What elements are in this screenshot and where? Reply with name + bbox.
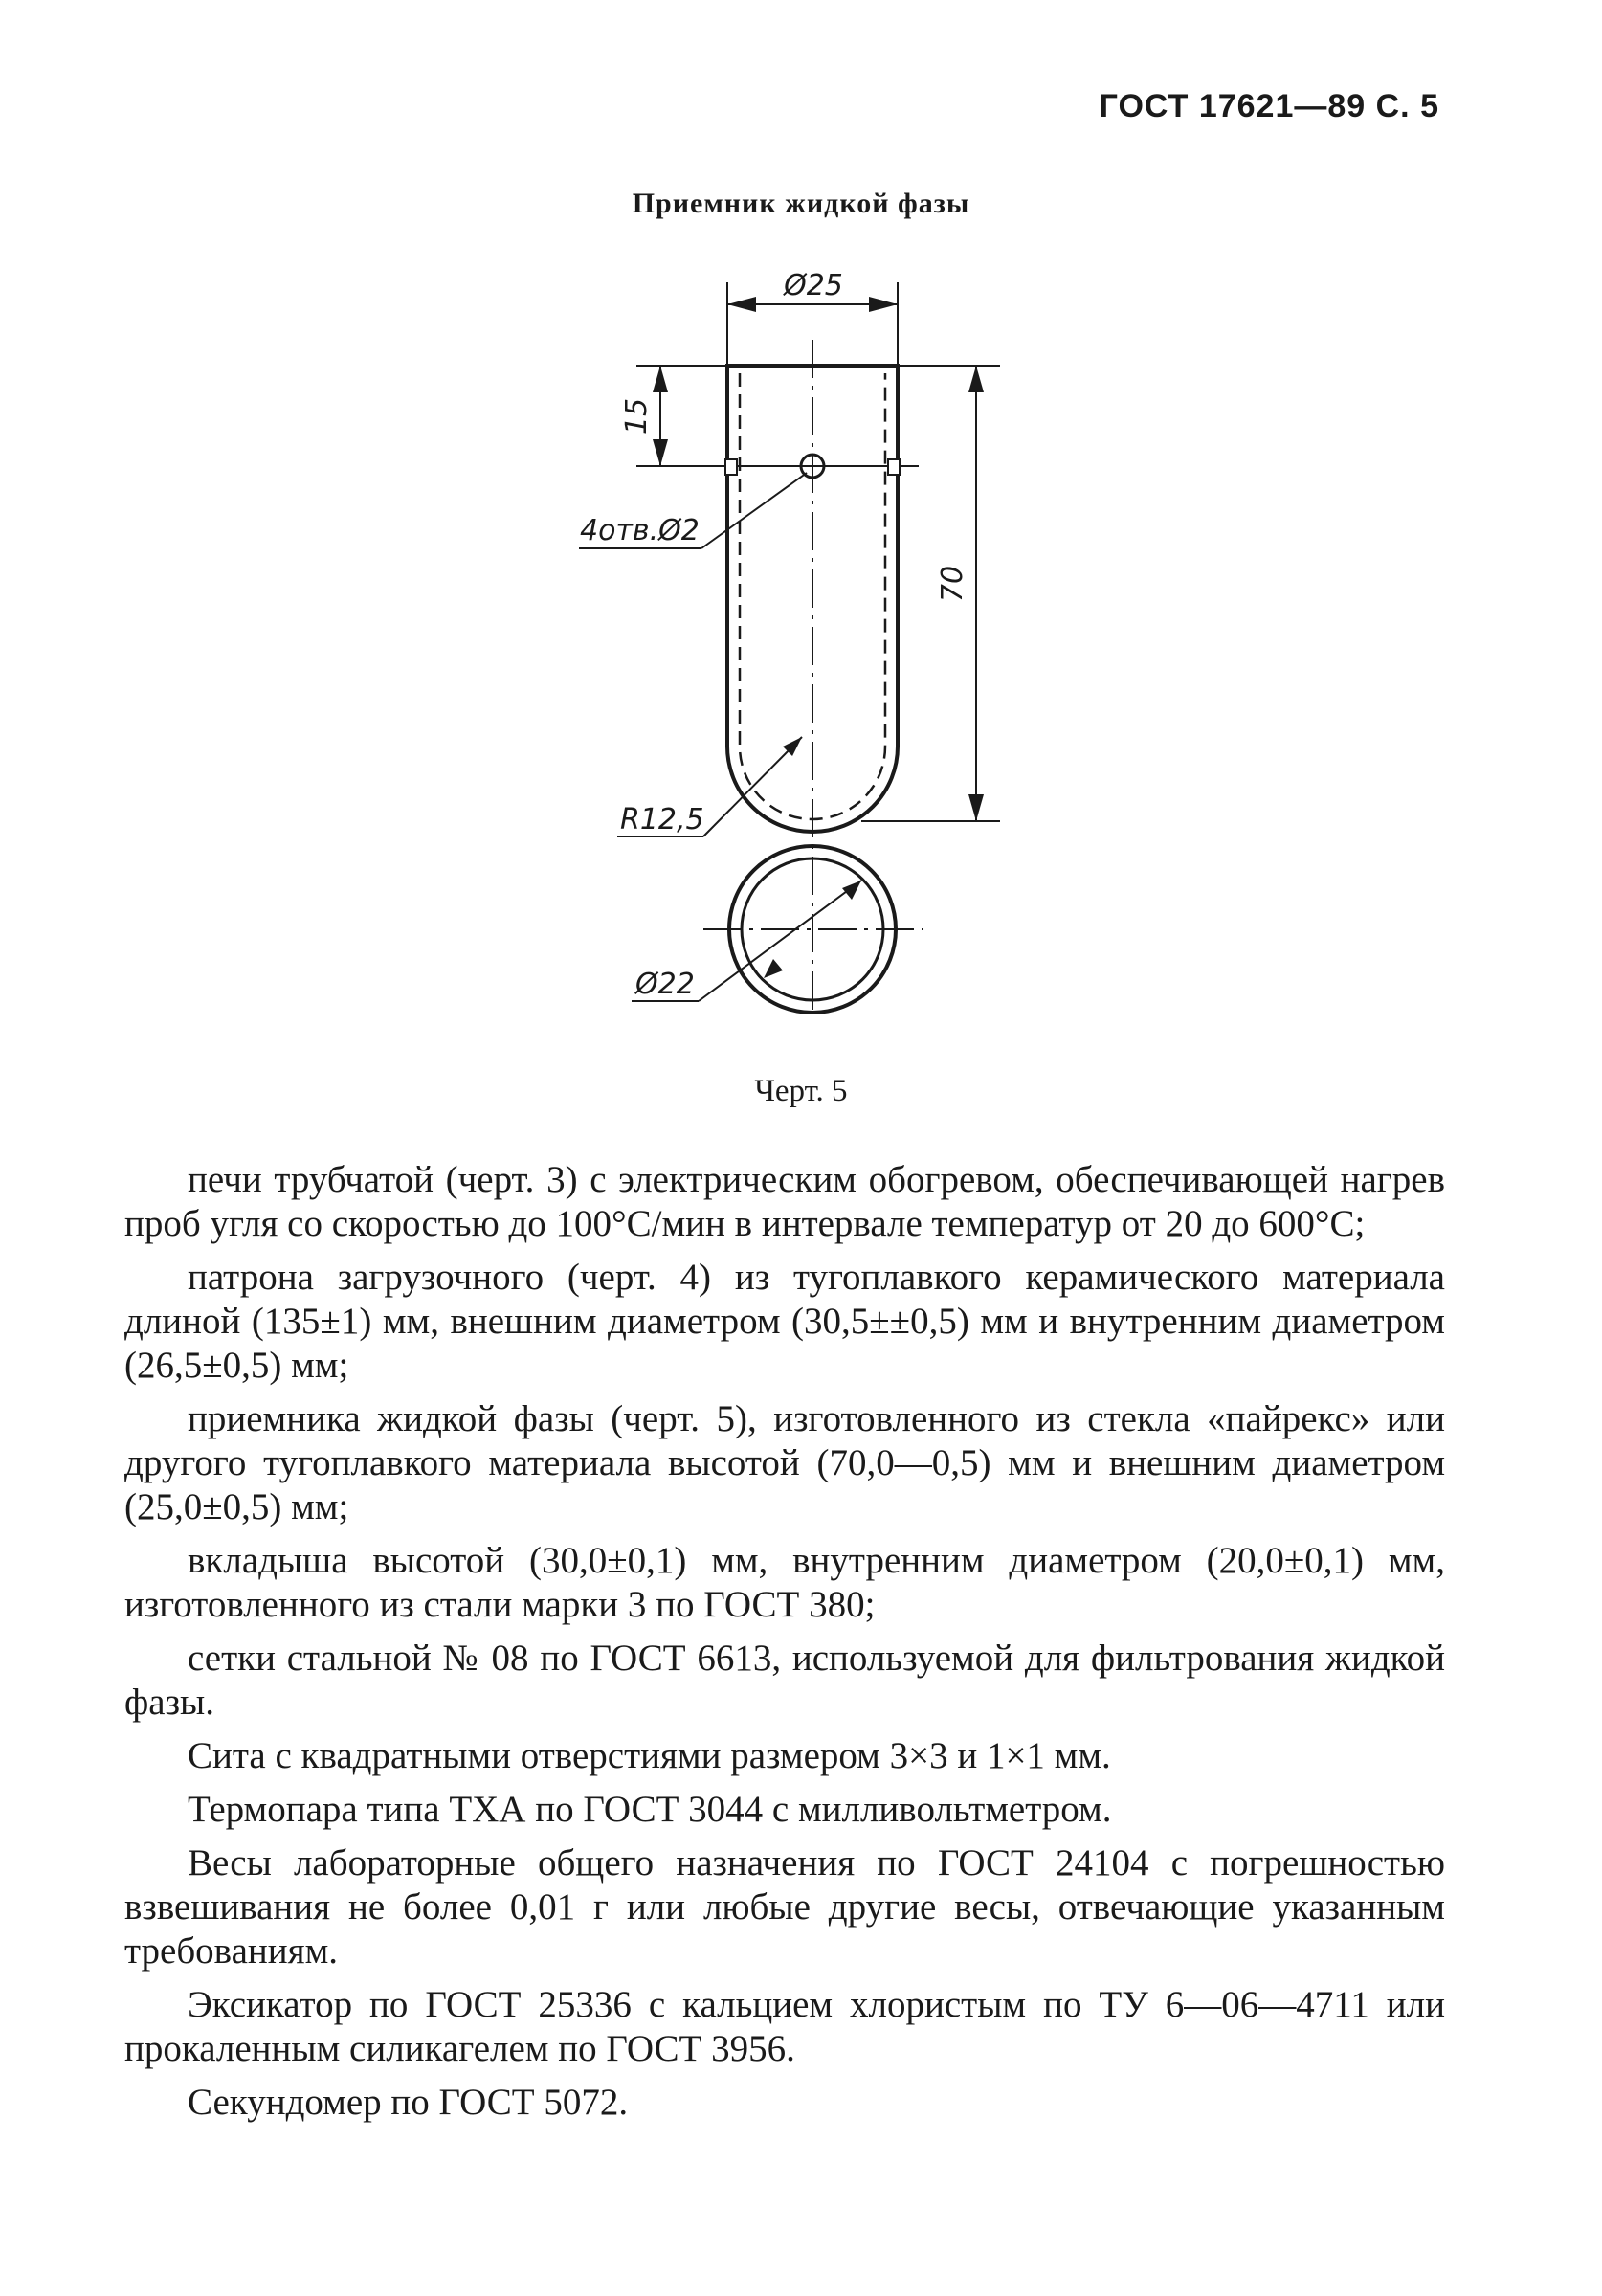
diameter-line [699,881,861,1001]
paragraph: Сита с квадратными отверстиями размером 3×3 и 1×1 мм. [188,1735,1111,1776]
arrow-head [968,366,984,392]
paragraph: Эксикатор по ГОСТ 25336 с кальцием хлористым по ТУ 6—06—4711 или прокаленным силикагелем по ГОСТ 3956. [124,1984,1445,2069]
paragraph: Весы лабораторные общего назначения по ГОСТ 24104 с погрешностью взвешивания не более 0,01 г или любые другие весы, отвечающие указанным требованиям. [124,1842,1445,1972]
height-label: 70 [936,565,969,603]
figure-title: Приемник жидкой фазы [632,188,970,219]
paragraph: Секундомер по ГОСТ 5072. [188,2082,629,2123]
paragraph: патрона загрузочного (черт. 4) из тугоплавкого керамического материала длиной (135±1) мм, внешним диаметром (30,5±±0,5) мм и внутренним диаметром (26,5±0,5) мм; [124,1257,1445,1386]
arrow-head [842,881,861,900]
paragraph: Термопара типа ТХА по ГОСТ 3044 с милливольтметром. [188,1789,1112,1830]
arrow-head [869,297,898,312]
arrow-head [727,297,756,312]
leader-line [703,737,802,836]
figure-caption: Черт. 5 [754,1074,848,1108]
paragraph: вкладыша высотой (30,0±0,1) мм, внутренним диаметром (20,0±0,1) мм, изготовленного из стали марки 3 по ГОСТ 380; [124,1540,1445,1625]
leader-line [701,473,807,548]
side-hole [888,459,900,475]
radius-label: R12,5 [620,803,704,836]
side-hole [725,459,737,475]
paragraph: печи трубчатой (черт. 3) с электрическим обогревом, обеспечивающей нагрев проб угля со скоростью до 100°С/мин в интервале температур от 20 до 600°С; [124,1159,1445,1244]
depth-label: 15 [620,397,654,435]
body-text [124,1158,1445,2134]
page-header: ГОСТ 17621—89 С. 5 [1099,88,1439,124]
arrow-head [968,794,984,821]
paragraph: сетки стальной № 08 по ГОСТ 6613, используемой для фильтрования жидкой фазы. [124,1638,1445,1723]
top-diameter-label: Ø25 [784,269,843,302]
arrow-head [653,439,668,466]
arrow-head [653,366,668,392]
arrow-head [764,959,783,978]
technical-drawing [0,0,1602,1072]
holes-label: 4отв.Ø2 [580,514,700,547]
paragraph: приемника жидкой фазы (черт. 5), изготовленного из стекла «пайрекс» или другого тугоплавкого материала высотой (70,0—0,5) мм и внешним диаметром (25,0±0,5) мм; [124,1398,1445,1527]
inner-diameter-label: Ø22 [635,968,695,1001]
